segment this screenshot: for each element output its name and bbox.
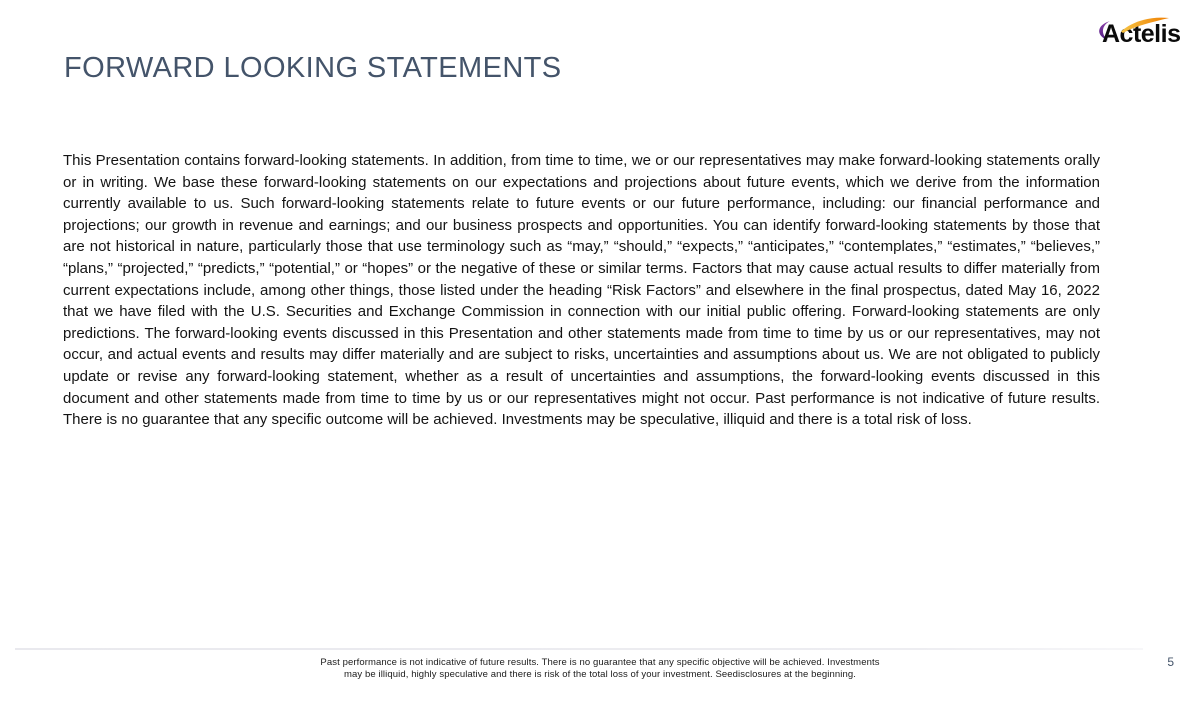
footer-disclaimer-line2: may be illiquid, highly speculative and there is risk of the total loss of your investment. Seedisclosures at the beginning.	[344, 668, 856, 680]
slide-title: FORWARD LOOKING STATEMENTS	[64, 52, 562, 84]
footer-disclaimer-line1: Past performance is not indicative of future results. There is no guarantee that any specific objective will be achieved. Investments	[320, 657, 880, 668]
actelis-logo	[1090, 12, 1190, 48]
forward-looking-paragraph: This Presentation contains forward-looking statements. In addition, from time to time, we or our representatives may make forward-looking statements orally or in writing. We base these forward-looking statements on our expectations and projections about future events, which we derive from the information currently available to us. Such forward-looking statements relate to future events or our future performance, including: our financial performance and projections; our growth in revenue and earnings; and our business prospects and opportunities. You can identify forward-looking statements by those that are not historical in nature, particularly those that use terminology such as “may,” “should,” “expects,” “anticipates,” “contemplates,” “estimates,” “believes,” “plans,” “projected,” “predicts,” “potential,” or “hopes” or the negative of these or similar terms. Factors that may cause actual results to differ materially from current expectations include, among other things, those listed under the heading “Risk Factors” and elsewhere in the final prospectus, dated May 16, 2022 that we have filed with the U.S. Securities and Exchange Commission in connection with our initial public offering. Forward-looking statements are only predictions. The forward-looking events discussed in this Presentation and other statements made from time to time by us or our representatives, may not occur, and actual events and results may differ materially and are subject to risks, uncertainties and assumptions about us. We are not obligated to publicly update or revise any forward-looking statement, whether as a result of uncertainties and assumptions, the forward-looking events discussed in this document and other statements made from time to time by us or our representatives might not occur. Past performance is not indicative of future results. There is no guarantee that any specific outcome will be achieved. Investments may be speculative, illiquid and there is a total risk of loss.	[63, 152, 1100, 429]
logo-text: Actelis	[1102, 20, 1181, 48]
page-number: 5	[1167, 655, 1174, 669]
footer-disclaimer	[0, 657, 1200, 680]
footer-divider	[15, 648, 1143, 650]
